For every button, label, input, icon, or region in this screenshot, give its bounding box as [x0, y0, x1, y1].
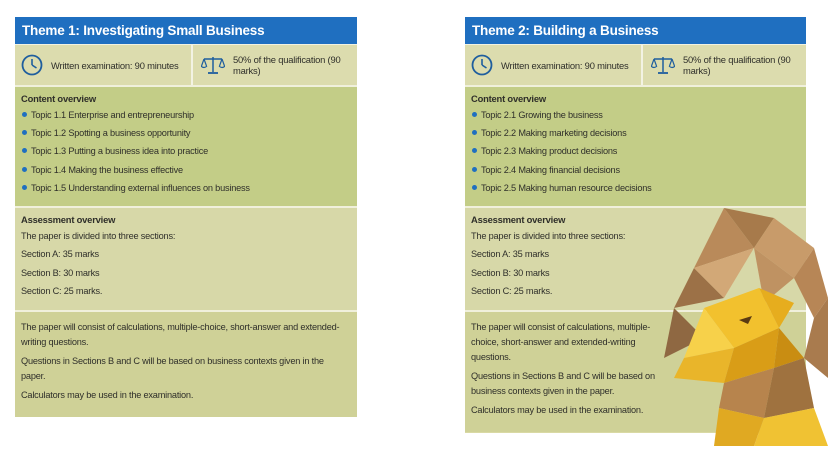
card-title: Theme 2: Building a Business [465, 17, 806, 44]
topic-item: Topic 2.4 Making financial decisions [471, 165, 806, 183]
exam-duration-text: Written examination: 90 minutes [501, 59, 629, 71]
note-paragraph: Calculators may be used in the examination. [471, 405, 644, 415]
content-heading: Content overview [21, 93, 96, 104]
bullet-icon [472, 167, 477, 172]
weighting [643, 45, 806, 85]
topic-item: Topic 1.4 Making the business effective [21, 165, 357, 183]
clock-icon [21, 54, 43, 76]
assessment-line: The paper is divided into three sections: [21, 231, 176, 241]
weighting-text: 50% of the qualification (90 marks) [233, 54, 341, 76]
topic-item: Topic 1.3 Putting a business idea into practice [21, 146, 357, 164]
card-title: Theme 1: Investigating Small Business [15, 17, 357, 44]
bullet-icon [472, 112, 477, 117]
topic-item: Topic 1.2 Spotting a business opportunity [21, 128, 357, 146]
assessment-line: Section C: 25 marks. [21, 286, 103, 297]
bullet-icon [22, 185, 27, 190]
bullet-icon [22, 148, 27, 153]
note-paragraph: The paper will consist of calculations, multiple-choice, short-answer and extended-writing questions. [21, 322, 340, 347]
note-paragraph: Questions in Sections B and C will be based on business contexts given in the paper. [21, 356, 324, 381]
clock-icon [471, 54, 493, 76]
assessment-line: Section A: 35 marks [471, 249, 549, 260]
content-overview [465, 85, 806, 206]
content-overview [15, 85, 357, 206]
assessment-line: Section B: 30 marks [21, 267, 100, 278]
note-paragraph: Questions in Sections B and C will be based on business contexts given in the paper. [471, 371, 655, 396]
scales-icon [651, 55, 675, 75]
bullet-icon [472, 148, 477, 153]
exam-duration-text: Written examination: 90 minutes [51, 59, 179, 71]
origami-lion-illustration [664, 208, 828, 446]
paper-notes [15, 310, 357, 417]
bullet-icon [472, 185, 477, 190]
topic-item: Topic 1.5 Understanding external influences on business [21, 183, 357, 201]
topic-item: Topic 2.5 Making human resource decisions [471, 183, 806, 201]
topic-item: Topic 2.1 Growing the business [471, 110, 806, 128]
scales-icon [201, 55, 225, 75]
note-paragraph: The paper will consist of calculations, multiple-choice, short-answer and extended-writing questions. [471, 322, 651, 362]
assessment-heading: Assessment overview [21, 214, 116, 225]
topic-item: Topic 2.3 Making product decisions [471, 146, 806, 164]
exam-info-row [465, 44, 806, 85]
bullet-icon [22, 167, 27, 172]
assessment-line: Section B: 30 marks [471, 267, 550, 278]
weighting [193, 45, 357, 85]
assessment-line: The paper is divided into three sections: [471, 231, 626, 241]
content-heading: Content overview [471, 93, 546, 104]
exam-duration [465, 45, 643, 85]
assessment-overview [15, 206, 357, 310]
topic-item: Topic 2.2 Making marketing decisions [471, 128, 806, 146]
bullet-icon [22, 130, 27, 135]
bullet-icon [22, 112, 27, 117]
note-paragraph: Calculators may be used in the examination. [21, 390, 194, 400]
exam-info-row [15, 44, 357, 85]
exam-duration [15, 45, 193, 85]
assessment-heading: Assessment overview [471, 214, 566, 225]
assessment-line: Section C: 25 marks. [471, 286, 553, 297]
topic-item: Topic 1.1 Enterprise and entrepreneurship [21, 110, 357, 128]
weighting-text: 50% of the qualification (90 marks) [683, 54, 791, 76]
bullet-icon [472, 130, 477, 135]
assessment-line: Section A: 35 marks [21, 249, 99, 260]
theme-1-card [15, 17, 357, 417]
